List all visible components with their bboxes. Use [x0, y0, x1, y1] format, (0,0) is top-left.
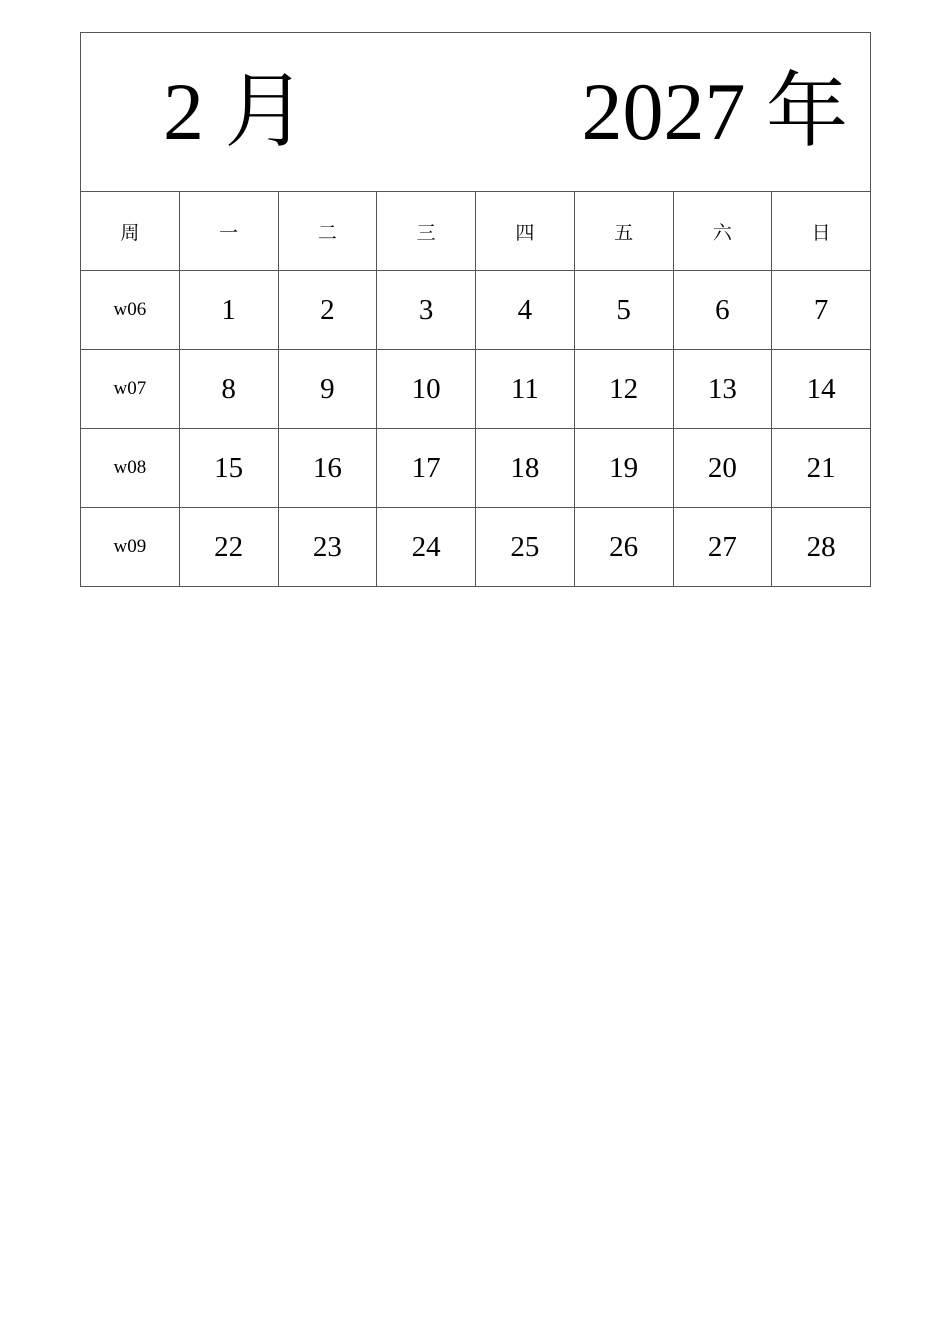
day-cell: 6	[674, 271, 773, 350]
day-cell: 10	[377, 350, 476, 429]
day-cell: 25	[476, 508, 575, 587]
day-cell: 16	[279, 429, 378, 508]
year-title: 2027 年	[581, 66, 848, 157]
day-cell: 3	[377, 271, 476, 350]
day-cell: 20	[674, 429, 773, 508]
weekday-header-wed: 三	[377, 192, 476, 271]
day-cell: 15	[180, 429, 279, 508]
day-cell: 27	[674, 508, 773, 587]
day-cell: 4	[476, 271, 575, 350]
week-row	[81, 350, 871, 429]
day-cell: 13	[674, 350, 773, 429]
day-cell: 5	[575, 271, 674, 350]
calendar	[80, 32, 871, 587]
day-cell: 8	[180, 350, 279, 429]
week-number: w07	[81, 350, 180, 429]
week-row	[81, 429, 871, 508]
weekday-header-sat: 六	[674, 192, 773, 271]
week-row	[81, 508, 871, 587]
weekday-header-thu: 四	[476, 192, 575, 271]
day-cell: 7	[772, 271, 871, 350]
day-cell: 2	[279, 271, 378, 350]
day-cell: 12	[575, 350, 674, 429]
day-cell: 19	[575, 429, 674, 508]
weekday-header-week: 周	[81, 192, 180, 271]
day-cell: 28	[772, 508, 871, 587]
week-number: w09	[81, 508, 180, 587]
day-cell: 24	[377, 508, 476, 587]
day-cell: 17	[377, 429, 476, 508]
day-cell: 23	[279, 508, 378, 587]
week-row	[81, 271, 871, 350]
month-title: 2 月	[163, 66, 307, 157]
week-number: w06	[81, 271, 180, 350]
calendar-header	[81, 33, 871, 192]
weekday-header-tue: 二	[279, 192, 378, 271]
weekday-header-mon: 一	[180, 192, 279, 271]
day-cell: 21	[772, 429, 871, 508]
weekday-header-sun: 日	[772, 192, 871, 271]
day-cell: 18	[476, 429, 575, 508]
weekday-header-fri: 五	[575, 192, 674, 271]
day-cell: 22	[180, 508, 279, 587]
day-cell: 26	[575, 508, 674, 587]
day-cell: 14	[772, 350, 871, 429]
day-cell: 1	[180, 271, 279, 350]
day-cell: 11	[476, 350, 575, 429]
day-cell: 9	[279, 350, 378, 429]
weekday-header-row	[81, 192, 871, 271]
week-number: w08	[81, 429, 180, 508]
